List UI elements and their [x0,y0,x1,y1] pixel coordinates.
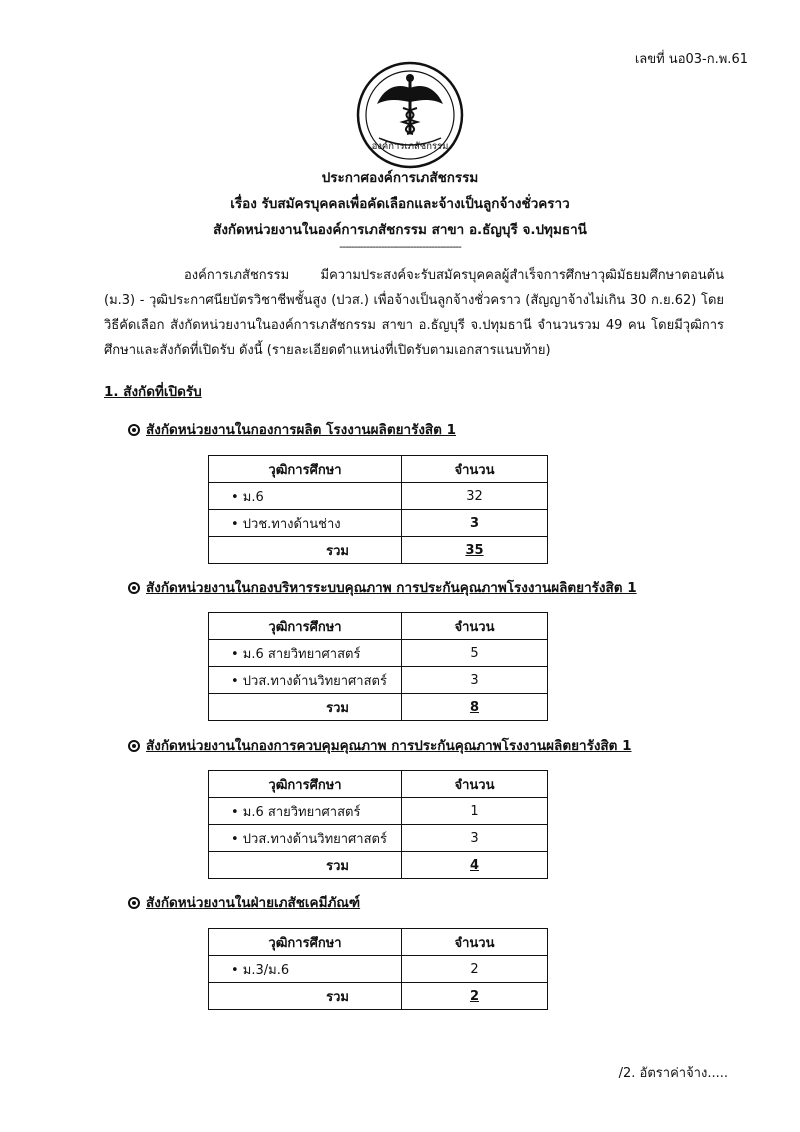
announcement-subject: เรื่อง รับสมัครบุคคลเพื่อคัดเลือกและจ้างเป็นลูกจ้างชั่วคราว [230,196,570,212]
total-value: 2 [402,983,548,1010]
target-bullet-icon [128,582,140,594]
qualification-cell: • ม.6 สายวิทยาศาสตร์ [209,798,402,825]
quota-table [208,928,548,1010]
table-header-row [209,613,548,640]
qualification-cell: • ปวช.ทางด้านช่าง [209,510,402,537]
unit-heading [128,891,360,913]
qualification-header: วุฒิการศึกษา [209,613,402,640]
table-row [209,483,548,510]
unit-name: สังกัดหน่วยงานในกองบริหารระบบคุณภาพ การประกันคุณภาพโรงงานผลิตยารังสิต 1 [146,580,637,596]
table-row [209,825,548,852]
count-header: จำนวน [402,456,548,483]
count-cell: 3 [402,825,548,852]
count-header: จำนวน [402,771,548,798]
qualification-cell: • ปวส.ทางด้านวิทยาศาสตร์ [209,825,402,852]
qualification-header: วุฒิการศึกษา [209,929,402,956]
table-row [209,510,548,537]
total-label: รวม [209,983,402,1010]
continuation-note: /2. อัตราค่าจ้าง..... [618,1066,728,1081]
svg-text:องค์การเภสัชกรรม: องค์การเภสัชกรรม [371,141,449,152]
total-row [209,537,548,564]
quota-table [208,455,548,564]
announcement-title: ประกาศองค์การเภสัชกรรม [321,170,479,186]
total-row [209,852,548,879]
unit-name: สังกัดหน่วยงานในกองการควบคุมคุณภาพ การประกันคุณภาพโรงงานผลิตยารังสิต 1 [146,738,632,754]
table-row [209,667,548,694]
unit-name: สังกัดหน่วยงานในกองการผลิต โรงงานผลิตยารังสิต 1 [146,422,457,438]
table-header-row [209,771,548,798]
qualification-cell: • ม.6 [209,483,402,510]
qualification-cell: • ปวส.ทางด้านวิทยาศาสตร์ [209,667,402,694]
count-cell: 3 [402,667,548,694]
quota-table [208,770,548,879]
table-row [209,798,548,825]
qualification-cell: • ม.3/ม.6 [209,956,402,983]
gpo-emblem-logo [355,60,465,170]
announcement-affiliation: สังกัดหน่วยงานในองค์การเภสัชกรรม สาขา อ.ธัญบุรี จ.ปทุมธานี [213,222,587,238]
count-cell: 1 [402,798,548,825]
count-header: จำนวน [402,613,548,640]
total-value: 35 [402,537,548,564]
table-header-row [209,929,548,956]
intro-text: องค์การเภสัชกรรม มีความประสงค์จะรับสมัครบุคคลผู้สำเร็จการศึกษาวุฒิมัธยมศึกษาตอนต้น (ม.3) - วุฒิประกาศนียบัตรวิชาชีพชั้นสูง (ปวส.) เพื่อจ้างเป็นลูกจ้างชั่วคราว (สัญญาจ้างไม่เกิน 30 ก.ย.62) โดยวิธีคัดเลือก สังกัดหน่วยงานในองค์การเภสัชกรรม สาขา อ.ธัญบุรี จ.ปทุมธานี จำนวนรวม 49 คน โดยมีวุฒิการศึกษาและสังกัดที่เปิดรับ ดังนี้ (รายละเอียดตำแหน่งที่เปิดรับตามเอกสารแนบท้าย) [104,268,724,358]
count-cell: 5 [402,640,548,667]
count-cell: 32 [402,483,548,510]
count-header: จำนวน [402,929,548,956]
quota-table [208,612,548,721]
total-row [209,694,548,721]
table-row [209,956,548,983]
total-row [209,983,548,1010]
target-bullet-icon [128,897,140,909]
qualification-cell: • ม.6 สายวิทยาศาสตร์ [209,640,402,667]
target-bullet-icon [128,424,140,436]
total-label: รวม [209,537,402,564]
section-heading: 1. สังกัดที่เปิดรับ [104,384,202,400]
qualification-header: วุฒิการศึกษา [209,456,402,483]
separator-line: ----------------------------------------- [339,240,461,253]
unit-heading [128,418,456,440]
unit-heading [128,576,637,598]
total-value: 4 [402,852,548,879]
count-cell: 2 [402,956,548,983]
intro-paragraph [104,263,724,363]
count-cell: 3 [402,510,548,537]
target-bullet-icon [128,740,140,752]
total-label: รวม [209,694,402,721]
table-row [209,640,548,667]
total-value: 8 [402,694,548,721]
unit-name: สังกัดหน่วยงานในฝ่ายเภสัชเคมีภัณฑ์ [146,895,361,911]
qualification-header: วุฒิการศึกษา [209,771,402,798]
total-label: รวม [209,852,402,879]
unit-heading [128,734,632,756]
table-header-row [209,456,548,483]
document-number: เลขที่ นอ03-ก.พ.61 [634,52,748,67]
